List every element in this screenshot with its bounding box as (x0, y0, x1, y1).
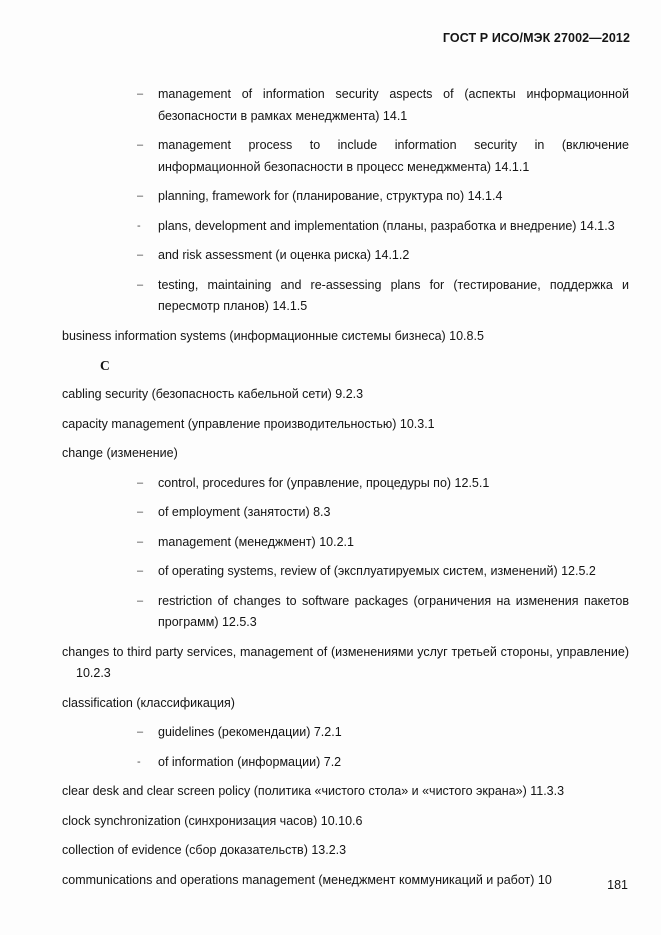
index-subentry (0, 591, 661, 634)
dash-marker: - (137, 755, 141, 768)
subentry-text: of employment (занятости) 8.3 (158, 505, 331, 519)
subentry-text: restriction of changes to software packages (ограничения на изменения пакетов программ) 12.5.3 (158, 593, 629, 629)
dash-marker: – (137, 535, 144, 548)
index-subentry (0, 275, 661, 318)
subentry-text: control, procedures for (управление, процедуры по) 12.5.1 (158, 475, 490, 490)
index-subentry (0, 502, 661, 524)
dash-marker: – (137, 476, 144, 489)
index-entry: classification (классификация) (62, 695, 235, 710)
subentry-text: management of information security aspects of (аспекты информационной безопасности в рамках менеджмента) 14.1 (158, 87, 629, 123)
dash-marker: – (137, 726, 144, 738)
index-subentry (0, 561, 661, 583)
subentry-text: testing, maintaining and re-assessing plans for (тестирование, поддержка и пересмотр планов) 14.1.5 (158, 277, 629, 313)
index-subentry (0, 186, 661, 208)
index-entry: cabling security (безопасность кабельной сети) 9.2.3 (62, 387, 364, 401)
index-entry: collection of evidence (сбор доказательств) 13.2.3 (62, 843, 347, 857)
index-subentry (0, 752, 661, 774)
index-entry: clock synchronization (синхронизация часов) 10.10.6 (62, 813, 363, 828)
dash-marker: – (137, 190, 144, 202)
subentry-text: guidelines (рекомендации) 7.2.1 (158, 725, 342, 739)
index-subentry (0, 722, 661, 744)
subentry-text: and risk assessment (и оценка риска) 14.1.2 (158, 248, 410, 262)
subentry-text: management (менеджмент) 10.2.1 (158, 534, 354, 549)
index-entry: communications and operations management (менеджмент коммуникаций и работ) 10 (62, 872, 552, 887)
index-subentry (0, 135, 661, 178)
index-entry: changes to third party services, management of (изменениями услуг третьей стороны, управление) 10.2.3 (62, 644, 629, 680)
dash-marker: – (137, 278, 144, 291)
subentry-text: plans, development and implementation (планы, разработка и внедрение) 14.1.3 (158, 218, 615, 233)
index-subentry (0, 84, 661, 127)
dash-marker: – (137, 506, 144, 518)
subentry-text: management process to include information security in (включение информационной безопасности в процесс менеджмента) 14.1.1 (158, 138, 629, 174)
index-entry: business information systems (информационные системы бизнеса) 10.8.5 (62, 328, 484, 343)
index-entry: capacity management (управление производительностью) 10.3.1 (62, 416, 435, 431)
dash-marker: – (137, 249, 144, 261)
index-subentry (0, 245, 661, 267)
index-entry: clear desk and clear screen policy (политика «чистого стола» и «чистого экрана») 11.3.3 (62, 784, 565, 798)
index-subentry (0, 216, 661, 238)
section-letter: С (100, 358, 110, 373)
dash-marker: - (137, 219, 141, 232)
subentry-text: of operating systems, review of (эксплуатируемых систем, изменений) 12.5.2 (158, 564, 596, 578)
dash-marker: – (137, 594, 144, 607)
dash-marker: – (137, 565, 144, 577)
index-entry: change (изменение) (62, 446, 178, 460)
index-subentry (0, 473, 661, 495)
subentry-text: planning, framework for (планирование, структура по) 14.1.4 (158, 189, 503, 203)
subentry-text: of information (информации) 7.2 (158, 754, 342, 769)
index-entries (0, 84, 661, 899)
index-subentry (0, 532, 661, 554)
page-number: 181 (607, 878, 628, 892)
dash-marker: – (137, 139, 144, 151)
dash-marker: – (137, 88, 144, 100)
document-header: ГОСТ Р ИСО/МЭК 27002—2012 (442, 31, 630, 45)
